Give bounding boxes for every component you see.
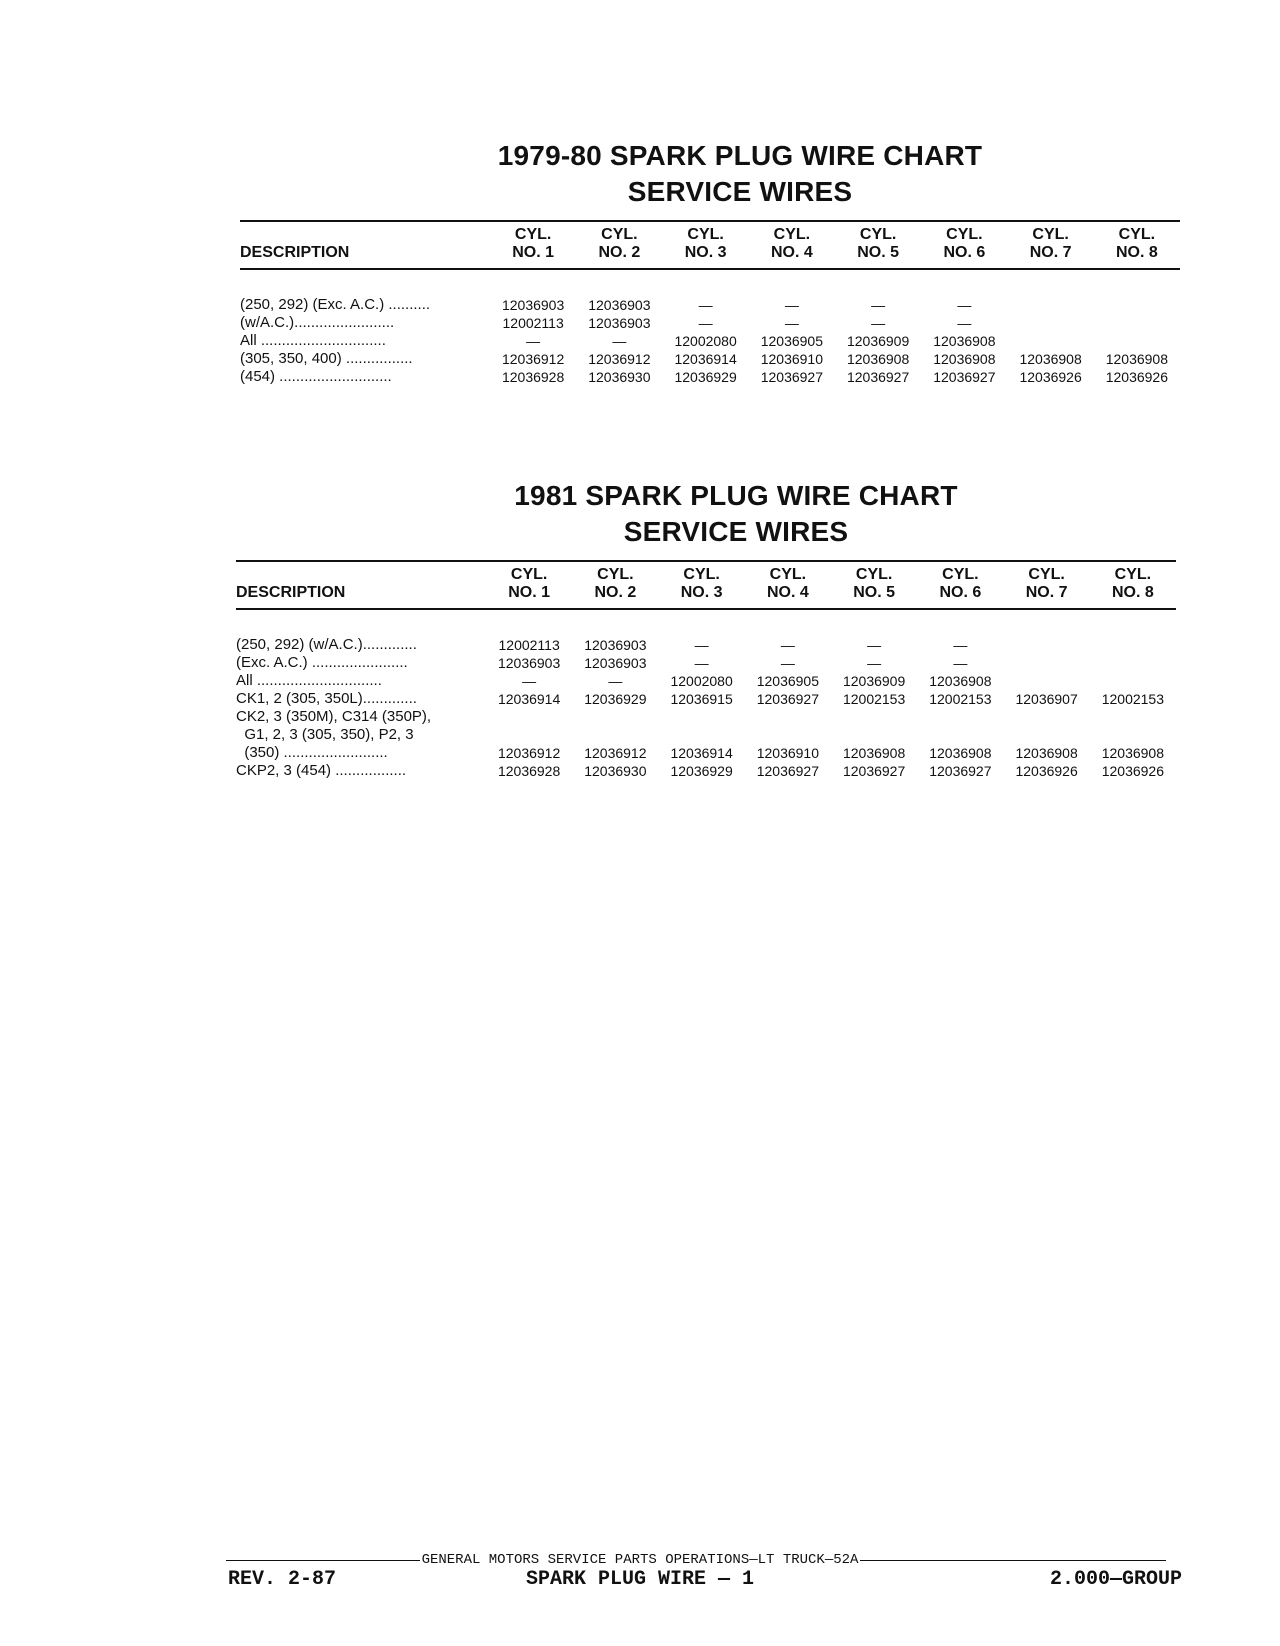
cyl-label: CYL. [769, 566, 807, 583]
part-number-cell: — [953, 655, 968, 671]
table-row [236, 708, 1176, 726]
cyl-label: CYL. [597, 566, 634, 583]
chart-subtitle: SERVICE WIRES [623, 516, 849, 547]
part-number-cell: 12036927 [760, 369, 824, 385]
footer-group: 2.000—GROUP [1049, 1568, 1182, 1591]
part-number-cell [1004, 654, 1090, 672]
table-row [236, 690, 1176, 708]
part-number-cell: 12036910 [760, 351, 824, 367]
row-description: (454) ........................... [240, 368, 392, 385]
part-number-cell [1094, 296, 1180, 314]
cyl-number: NO. 1 [512, 244, 555, 261]
cyl-label: CYL. [687, 226, 724, 243]
wire-table-body [236, 609, 1176, 780]
part-number-cell: 12036930 [588, 369, 651, 385]
cyl-label: CYL. [1114, 566, 1152, 583]
cyl-label: CYL. [601, 226, 638, 243]
part-number-cell: — [526, 333, 541, 349]
part-number-cell: 12036909 [846, 333, 910, 349]
cyl-number: NO. 5 [853, 584, 896, 601]
row-description: (250, 292) (Exc. A.C.) .......... [240, 296, 431, 313]
part-number-cell: — [784, 315, 799, 331]
part-number-cell: 12036927 [846, 369, 910, 385]
part-number-cell [745, 726, 831, 744]
part-number-cell: 12002080 [674, 333, 737, 349]
cyl-number: NO. 4 [766, 584, 809, 601]
cyl-number: NO. 8 [1115, 244, 1158, 261]
part-number-cell [572, 726, 658, 744]
cyl-number: NO. 6 [939, 584, 982, 601]
footer-publisher-text: GENERAL MOTORS SERVICE PARTS OPERATIONS—LT TRUCK—52A [421, 1552, 859, 1568]
part-number-cell: 12036905 [756, 673, 820, 689]
wire-table [240, 220, 1180, 386]
part-number-cell: 12036912 [497, 745, 561, 761]
description-header: DESCRIPTION [236, 561, 486, 609]
row-description: All .............................. [236, 672, 382, 689]
cyl-label: CYL. [510, 566, 548, 583]
part-number-cell: 12036912 [588, 351, 651, 367]
part-number-cell: 12036929 [674, 369, 737, 385]
table-row [240, 368, 1180, 386]
part-number-cell [917, 726, 1003, 744]
row-description: All .............................. [240, 332, 386, 349]
part-number-cell [831, 726, 917, 744]
part-number-cell: — [780, 655, 795, 671]
spacer-row [236, 609, 1176, 636]
cyl-number: NO. 5 [857, 244, 900, 261]
part-number-cell: 12036927 [842, 763, 906, 779]
part-number-cell: 12036903 [588, 297, 651, 313]
part-number-cell: 12036926 [1019, 369, 1082, 385]
table-row [236, 672, 1176, 690]
cyl-header [1008, 221, 1094, 269]
table-row [236, 636, 1176, 654]
part-number-cell: 12002113 [502, 315, 564, 331]
part-number-cell [1004, 726, 1090, 744]
part-number-cell: 12036903 [588, 315, 651, 331]
cyl-header [831, 561, 917, 609]
part-number-cell [1008, 332, 1094, 350]
wire-table [236, 560, 1176, 780]
part-number-cell [659, 708, 745, 726]
cyl-header [490, 221, 576, 269]
part-number-cell: 12002113 [498, 637, 560, 653]
cyl-header [1004, 561, 1090, 609]
part-number-cell: 12002153 [929, 691, 992, 707]
cyl-header [1090, 561, 1176, 609]
part-number-cell: — [953, 637, 968, 653]
part-number-cell: — [871, 297, 886, 313]
part-number-cell: 12036909 [842, 673, 906, 689]
part-number-cell: 12036929 [670, 763, 733, 779]
wire-table-body [240, 269, 1180, 386]
cyl-label: CYL. [1032, 226, 1069, 243]
cyl-label: CYL. [514, 226, 552, 243]
part-number-cell: 12036908 [1015, 745, 1078, 761]
part-number-cell: — [694, 637, 709, 653]
row-description: (w/A.C.)........................ [240, 314, 395, 331]
cyl-number: NO. 8 [1111, 584, 1154, 601]
part-number-cell [1004, 636, 1090, 654]
part-number-cell: 12036908 [933, 351, 996, 367]
part-number-cell: — [612, 333, 627, 349]
part-number-cell [1004, 672, 1090, 690]
part-number-cell: 12036926 [1015, 763, 1078, 779]
part-number-cell [1004, 708, 1090, 726]
table-row [240, 314, 1180, 332]
part-number-cell [1008, 314, 1094, 332]
footer-page-title: SPARK PLUG WIRE — 1 [525, 1568, 755, 1591]
cyl-header [486, 561, 572, 609]
part-number-cell: 12036908 [1101, 745, 1165, 761]
part-number-cell: 12036914 [670, 745, 733, 761]
row-description: CKP2, 3 (454) ................. [236, 762, 407, 779]
part-number-cell: 12036908 [933, 333, 996, 349]
part-number-cell [659, 726, 745, 744]
part-number-cell [486, 708, 572, 726]
spark-plug-wire-chart-1979-80 [240, 138, 1180, 386]
part-number-cell: 12036908 [929, 673, 992, 689]
part-number-cell: — [871, 315, 886, 331]
part-number-cell: 12036915 [670, 691, 733, 707]
header-row [240, 221, 1180, 269]
part-number-cell: 12036908 [842, 745, 906, 761]
cyl-number: NO. 4 [770, 244, 813, 261]
part-number-cell: — [698, 315, 713, 331]
part-number-cell [572, 708, 658, 726]
part-number-cell: — [957, 297, 972, 313]
cyl-header [835, 221, 921, 269]
part-number-cell [1090, 672, 1176, 690]
row-description: (Exc. A.C.) ....................... [236, 654, 408, 671]
part-number-cell [1094, 314, 1180, 332]
cyl-header [663, 221, 749, 269]
part-number-cell [745, 708, 831, 726]
part-number-cell: 12036914 [674, 351, 737, 367]
part-number-cell: — [608, 673, 623, 689]
cyl-label: CYL. [773, 226, 811, 243]
part-number-cell: — [957, 315, 972, 331]
footer-revision: REV. 2-87 [228, 1568, 337, 1591]
table-row [236, 726, 1176, 744]
part-number-cell [1090, 708, 1176, 726]
cyl-number: NO. 6 [943, 244, 986, 261]
cyl-header [921, 221, 1007, 269]
row-description: CK2, 3 (350M), C314 (350P), [236, 708, 432, 725]
part-number-cell: 12036927 [933, 369, 996, 385]
part-number-cell: 12036908 [1105, 351, 1169, 367]
part-number-cell: — [784, 297, 799, 313]
part-number-cell [1090, 726, 1176, 744]
cyl-header [572, 561, 658, 609]
cyl-number: NO. 3 [680, 584, 723, 601]
part-number-cell: — [780, 637, 795, 653]
part-number-cell: 12036903 [501, 297, 565, 313]
description-header: DESCRIPTION [240, 221, 490, 269]
part-number-cell [1090, 654, 1176, 672]
part-number-cell: — [694, 655, 709, 671]
part-number-cell: 12036927 [929, 763, 992, 779]
header-row [236, 561, 1176, 609]
row-description: (305, 350, 400) ................ [240, 350, 413, 367]
cyl-label: CYL. [859, 226, 897, 243]
cyl-number: NO. 7 [1029, 244, 1072, 261]
table-row [236, 654, 1176, 672]
part-number-cell: 12036903 [497, 655, 561, 671]
part-number-cell: 12036928 [497, 763, 561, 779]
part-number-cell: — [867, 655, 882, 671]
table-row [236, 762, 1176, 780]
cyl-header [659, 561, 745, 609]
part-number-cell [486, 726, 572, 744]
part-number-cell: 12036912 [584, 745, 647, 761]
part-number-cell [917, 708, 1003, 726]
part-number-cell: 12036929 [584, 691, 647, 707]
part-number-cell: 12036914 [497, 691, 561, 707]
part-number-cell: — [867, 637, 882, 653]
row-description: (250, 292) (w/A.C.)............. [236, 636, 417, 653]
part-number-cell: 12002153 [842, 691, 906, 707]
part-number-cell: 12036908 [929, 745, 992, 761]
cyl-number: NO. 7 [1025, 584, 1068, 601]
cyl-label: CYL. [683, 566, 720, 583]
cyl-header [749, 221, 835, 269]
cyl-label: CYL. [942, 566, 979, 583]
table-row [240, 296, 1180, 314]
part-number-cell: 12036903 [584, 637, 647, 653]
part-number-cell [1094, 332, 1180, 350]
cyl-label: CYL. [946, 226, 983, 243]
cyl-header [576, 221, 662, 269]
part-number-cell: 12036905 [760, 333, 824, 349]
part-number-cell: — [522, 673, 537, 689]
part-number-cell: 12036908 [846, 351, 910, 367]
part-number-cell [1090, 636, 1176, 654]
part-number-cell: 12002153 [1101, 691, 1165, 707]
cyl-label: CYL. [1118, 226, 1156, 243]
part-number-cell: 12036926 [1105, 369, 1169, 385]
table-row [236, 744, 1176, 762]
cyl-number: NO. 1 [508, 584, 551, 601]
spark-plug-wire-chart-1981 [236, 478, 1176, 780]
row-description: (350) ......................... [236, 744, 388, 761]
cyl-header [1094, 221, 1180, 269]
spacer-row [240, 269, 1180, 296]
part-number-cell: 12036927 [756, 691, 820, 707]
row-description: CK1, 2 (305, 350L)............. [236, 690, 417, 707]
part-number-cell: 12036926 [1101, 763, 1165, 779]
part-number-cell: 12036910 [756, 745, 820, 761]
cyl-number: NO. 2 [594, 584, 637, 601]
chart-subtitle: SERVICE WIRES [627, 176, 853, 207]
cyl-number: NO. 3 [684, 244, 727, 261]
cyl-header [917, 561, 1003, 609]
row-description: G1, 2, 3 (305, 350), P2, 3 [236, 726, 414, 743]
cyl-header [745, 561, 831, 609]
part-number-cell: 12036907 [1015, 691, 1078, 707]
chart-title: 1979-80 SPARK PLUG WIRE CHART [497, 140, 983, 171]
part-number-cell: 12036927 [756, 763, 820, 779]
part-number-cell: 12036908 [1019, 351, 1082, 367]
chart-title: 1981 SPARK PLUG WIRE CHART [514, 480, 958, 511]
part-number-cell: 12036912 [501, 351, 565, 367]
part-number-cell: 12036903 [584, 655, 647, 671]
part-number-cell [831, 708, 917, 726]
part-number-cell [1008, 296, 1094, 314]
table-row [240, 350, 1180, 368]
part-number-cell: 12036930 [584, 763, 647, 779]
cyl-label: CYL. [855, 566, 893, 583]
part-number-cell: — [698, 297, 713, 313]
part-number-cell: 12002080 [670, 673, 733, 689]
cyl-label: CYL. [1028, 566, 1065, 583]
footer-publisher [0, 1552, 1280, 1568]
part-number-cell: 12036928 [501, 369, 565, 385]
table-row [240, 332, 1180, 350]
cyl-number: NO. 2 [598, 244, 641, 261]
